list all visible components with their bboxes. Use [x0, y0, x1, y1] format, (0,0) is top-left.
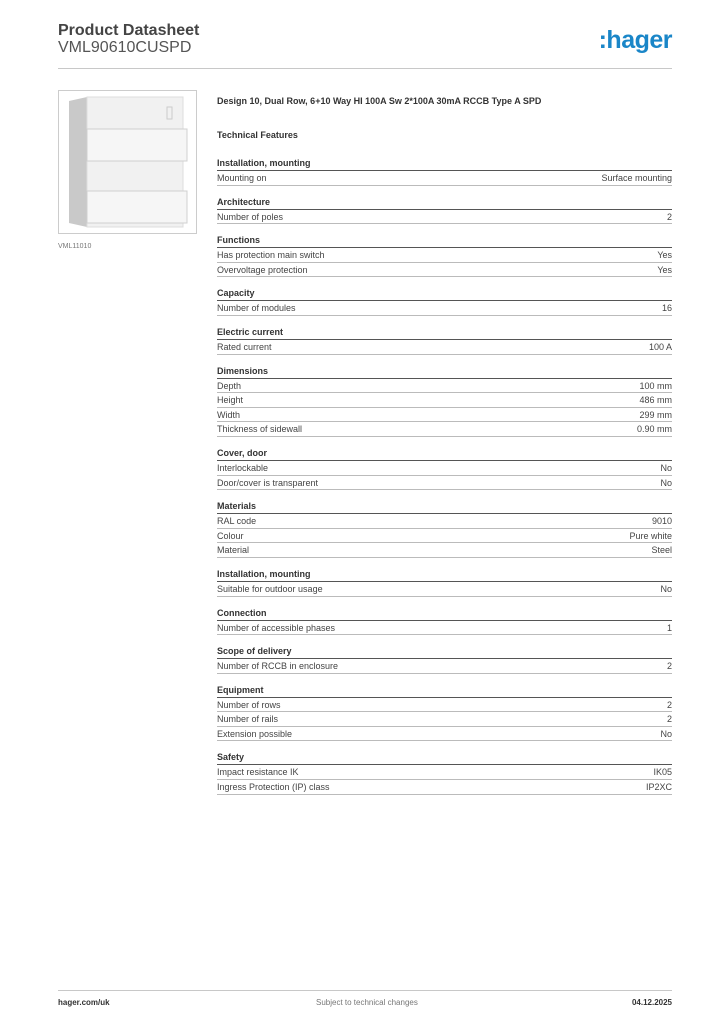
feature-label: Rated current — [217, 341, 272, 352]
features-table — [217, 147, 672, 795]
feature-label: Mounting on — [217, 173, 267, 183]
section-title: Functions — [217, 233, 672, 248]
feature-section — [217, 364, 672, 437]
section-title: Architecture — [217, 195, 672, 210]
feature-value: IK05 — [653, 767, 672, 778]
feature-section — [217, 644, 672, 674]
feature-row — [217, 765, 672, 780]
feature-value: 100 mm — [639, 380, 672, 391]
feature-label: Material — [217, 545, 250, 556]
feature-value: 2 — [666, 699, 672, 710]
feature-label: Number of rows — [217, 699, 281, 710]
feature-row — [217, 621, 672, 636]
feature-label: Number of accessible phases — [217, 622, 336, 633]
feature-label: Interlockable — [217, 462, 269, 473]
feature-label: Height — [217, 395, 244, 406]
feature-value: 299 mm — [639, 409, 672, 420]
feature-value: No — [660, 728, 672, 739]
product-description: Design 10, Dual Row, 6+10 Way HI 100A Sw 2*100A 30mA RCCB Type A SPD — [217, 96, 542, 106]
footer-website[interactable]: hager.com/uk — [58, 998, 110, 1007]
feature-label: Ingress Protection (IP) class — [217, 782, 330, 793]
section-title: Dimensions — [217, 364, 672, 379]
section-title: Materials — [217, 499, 672, 514]
feature-row — [217, 514, 672, 529]
feature-section — [217, 156, 672, 186]
feature-label: Number of modules — [217, 303, 296, 314]
feature-section — [217, 286, 672, 316]
feature-value: 2 — [666, 714, 672, 725]
feature-row — [217, 727, 672, 742]
feature-value: No — [660, 462, 672, 473]
feature-value: 9010 — [651, 516, 672, 527]
feature-value: Steel — [651, 545, 672, 556]
feature-label: Has protection main switch — [217, 250, 325, 261]
features-heading: Technical Features — [217, 130, 298, 140]
feature-row — [217, 780, 672, 795]
feature-row — [217, 543, 672, 558]
feature-value: No — [660, 583, 672, 594]
feature-section — [217, 233, 672, 277]
feature-label: Thickness of sidewall — [217, 424, 303, 435]
feature-value: Yes — [657, 264, 672, 275]
feature-label: Number of poles — [217, 211, 284, 222]
feature-row — [217, 263, 672, 278]
section-title: Equipment — [217, 683, 672, 698]
section-title: Installation, mounting — [217, 567, 672, 582]
feature-section — [217, 446, 672, 490]
feature-section — [217, 567, 672, 597]
section-title: Scope of delivery — [217, 644, 672, 659]
feature-row — [217, 461, 672, 476]
feature-label: RAL code — [217, 516, 257, 527]
feature-value: IP2XC — [645, 782, 672, 793]
feature-value: 100 A — [648, 341, 672, 352]
section-title: Capacity — [217, 286, 672, 301]
feature-label: Colour — [217, 530, 244, 541]
feature-value: No — [660, 477, 672, 488]
feature-section — [217, 683, 672, 742]
product-image — [58, 90, 197, 234]
feature-value: 0.90 mm — [636, 424, 672, 435]
feature-row — [217, 698, 672, 713]
feature-row — [217, 379, 672, 394]
feature-value: 2 — [666, 211, 672, 222]
section-title: Installation, mounting — [217, 156, 672, 171]
feature-row — [217, 476, 672, 491]
feature-label: Number of RCCB in enclosure — [217, 661, 339, 672]
feature-section — [217, 325, 672, 355]
feature-row — [217, 171, 672, 186]
section-title: Connection — [217, 606, 672, 621]
feature-label: Extension possible — [217, 728, 293, 739]
footer-notice: Subject to technical changes — [316, 998, 418, 1007]
feature-row — [217, 248, 672, 263]
image-caption: VML11010 — [58, 243, 92, 250]
feature-row — [217, 582, 672, 597]
hager-logo: :hager — [598, 26, 672, 54]
footer-date: 04.12.2025 — [631, 998, 672, 1007]
feature-label: Impact resistance IK — [217, 767, 299, 778]
feature-label: Depth — [217, 380, 242, 391]
feature-row — [217, 422, 672, 437]
feature-row — [217, 408, 672, 423]
feature-row — [217, 712, 672, 727]
page-title: Product Datasheet — [58, 22, 200, 39]
feature-label: Overvoltage protection — [217, 264, 308, 275]
feature-row — [217, 659, 672, 674]
feature-section — [217, 195, 672, 225]
feature-row — [217, 301, 672, 316]
feature-row — [217, 210, 672, 225]
feature-label: Door/cover is transparent — [217, 477, 319, 488]
header-divider — [58, 68, 672, 69]
feature-label: Suitable for outdoor usage — [217, 583, 323, 594]
product-code: VML90610CUSPD — [58, 39, 192, 56]
footer-divider — [58, 990, 672, 991]
feature-value: 1 — [666, 622, 672, 633]
section-title: Cover, door — [217, 446, 672, 461]
feature-section — [217, 750, 672, 794]
feature-label: Width — [217, 409, 241, 420]
feature-section — [217, 606, 672, 636]
feature-row — [217, 340, 672, 355]
feature-value: 486 mm — [639, 395, 672, 406]
section-title: Electric current — [217, 325, 672, 340]
feature-row — [217, 393, 672, 408]
feature-value: Yes — [657, 250, 672, 261]
feature-label: Number of rails — [217, 714, 279, 725]
feature-value: 2 — [666, 661, 672, 672]
feature-row — [217, 529, 672, 544]
feature-value: 16 — [661, 303, 672, 314]
section-title: Safety — [217, 750, 672, 765]
feature-value: Surface mounting — [601, 173, 672, 183]
feature-section — [217, 499, 672, 558]
feature-value: Pure white — [629, 530, 672, 541]
